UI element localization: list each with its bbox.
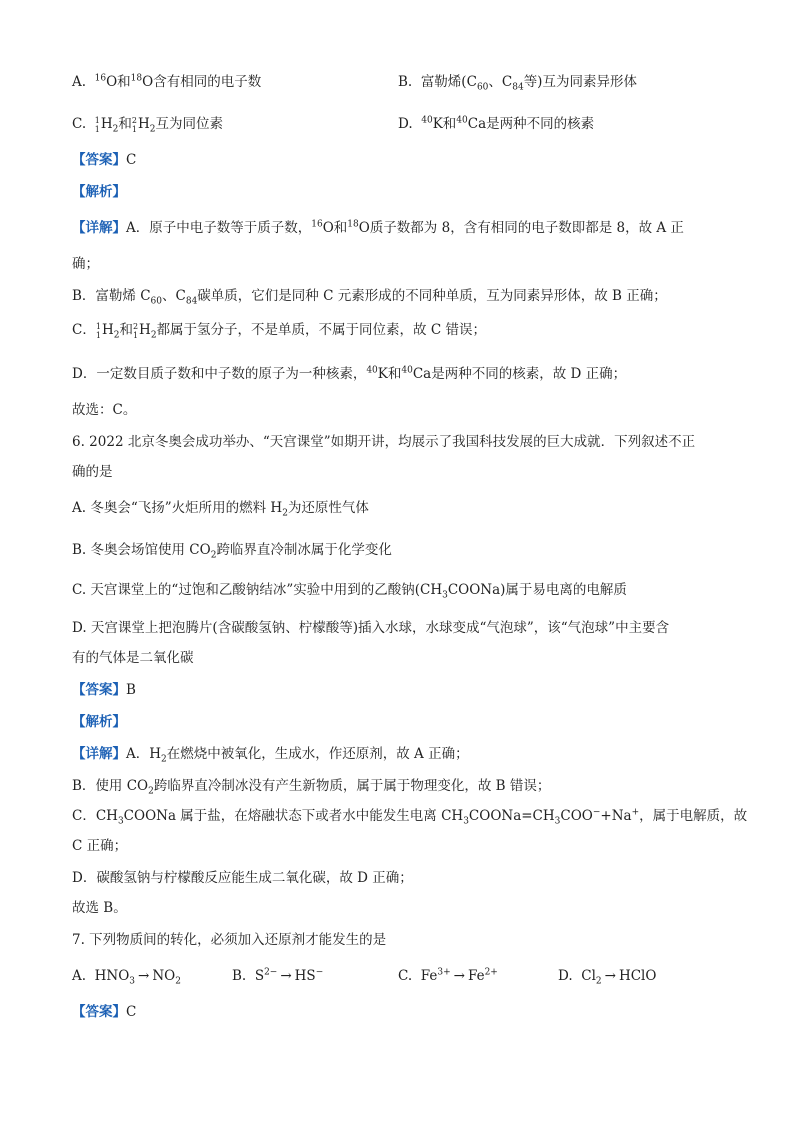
- q5-analysis-tag: 【解析】: [72, 184, 126, 200]
- q7-option-c: C. $Fe^{3+} \to Fe^{2+}$: [398, 967, 498, 984]
- q5-detail-c: C． 1 1 $H_2$和 2 1 $H_2$都属于氢分子，不是单质，不属于同位素，故 C 错误；: [72, 321, 486, 341]
- q7-stem: 7. 下列物质间的转化，必须加入还原剂才能发生的是: [72, 932, 387, 948]
- q6-stem-line2: 确的是: [72, 464, 113, 480]
- q7-answer: 【答案】C: [72, 1004, 137, 1020]
- arrow-icon: →: [280, 968, 292, 984]
- q5-detail-d: D．一定数目质子数和中子数的原子为一种核素，$^{40}$K和$^{40}$Ca是两种不同的核素，故 D 正确；: [72, 365, 627, 382]
- q6-stem-line1: 6. 2022 北京冬奥会成功举办、“天宫课堂”如期开讲，均展示了我国科技发展的巨大成就．下列叙述不正: [72, 434, 696, 450]
- q5-option-a: A. $^{16}$O和$^{18}$O含有相同的电子数: [72, 73, 262, 90]
- q6-detail-b: B．使用 $CO_2$跨临界直冷制冰没有产生新物质，属于属于物理变化，故 B 错误；: [72, 778, 551, 797]
- q6-detail-a: 【详解】A．$H_2$在燃烧中被氧化，生成水，作还原剂，故 A 正确；: [72, 746, 469, 765]
- q6-option-b: B. 冬奥会场馆使用 $CO_2$跨临界直冷制冰属于化学变化: [72, 542, 392, 561]
- q5-detail-a-cont: 确；: [72, 256, 99, 272]
- q5-answer: 【答案】C: [72, 152, 137, 168]
- q7-option-b: B. $S^{2-} \to HS^-$: [232, 967, 324, 984]
- q7-option-d: D. $Cl_2$ → HClO: [558, 968, 657, 987]
- arrow-icon: →: [604, 968, 616, 984]
- q6-answer: 【答案】B: [72, 682, 136, 698]
- q5-choose: 故选：C。: [72, 402, 137, 418]
- q6-option-d-line1: D. 天宫课堂上把泡腾片(含碳酸氢钠、柠檬酸等)插入水球，水球变成“气泡球”，该“气泡球”中主要含: [72, 620, 670, 636]
- q6-analysis-tag: 【解析】: [72, 714, 126, 730]
- q6-detail-c: C．$CH_3COONa$ 属于盐，在熔融状态下或者水中能发生电离 $CH_3COONa=CH_3COO^-+Na^+$，属于电解质，故: [72, 807, 748, 827]
- q5-option-b: B. 富勒烯($C_{60}$、$C_{84}$等)互为同素异形体: [398, 74, 637, 93]
- q6-option-d-line2: 有的气体是二氧化碳: [72, 650, 194, 666]
- q6-option-c: C. 天宫课堂上的“过饱和乙酸钠结冰”实验中用到的乙酸钠$(CH_3COONa)$属于易电离的电解质: [72, 582, 627, 601]
- q6-detail-d: D．碳酸氢钠与柠檬酸反应能生成二氧化碳，故 D 正确；: [72, 870, 413, 886]
- q6-option-a: A. 冬奥会“飞扬”火炬所用的燃料 $H_2$为还原性气体: [72, 500, 369, 519]
- arrow-icon: →: [138, 968, 150, 984]
- q5-detail-b: B．富勒烯 $C_{60}$、$C_{84}$碳单质，它们是同种 C 元素形成的不同种单质，互为同素异形体，故 B 正确；: [72, 288, 667, 307]
- q6-choose: 故选 B。: [72, 900, 127, 916]
- q5-option-d: D. $^{40}$K和$^{40}$Ca是两种不同的核素: [398, 115, 595, 132]
- q7-option-a: A. $HNO_3 \to NO_2$: [72, 968, 181, 987]
- q5-option-c: C. 1 1 $H_2$和 2 1 $H_2$互为同位素: [72, 115, 223, 135]
- arrow-icon: →: [453, 968, 465, 984]
- q6-detail-c-cont: C 正确；: [72, 838, 128, 854]
- q5-detail-a: 【详解】A．原子中电子数等于质子数，$^{16}$O和$^{18}$O质子数都为 8，含有相同的电子数即都是 8，故 A 正: [72, 219, 684, 236]
